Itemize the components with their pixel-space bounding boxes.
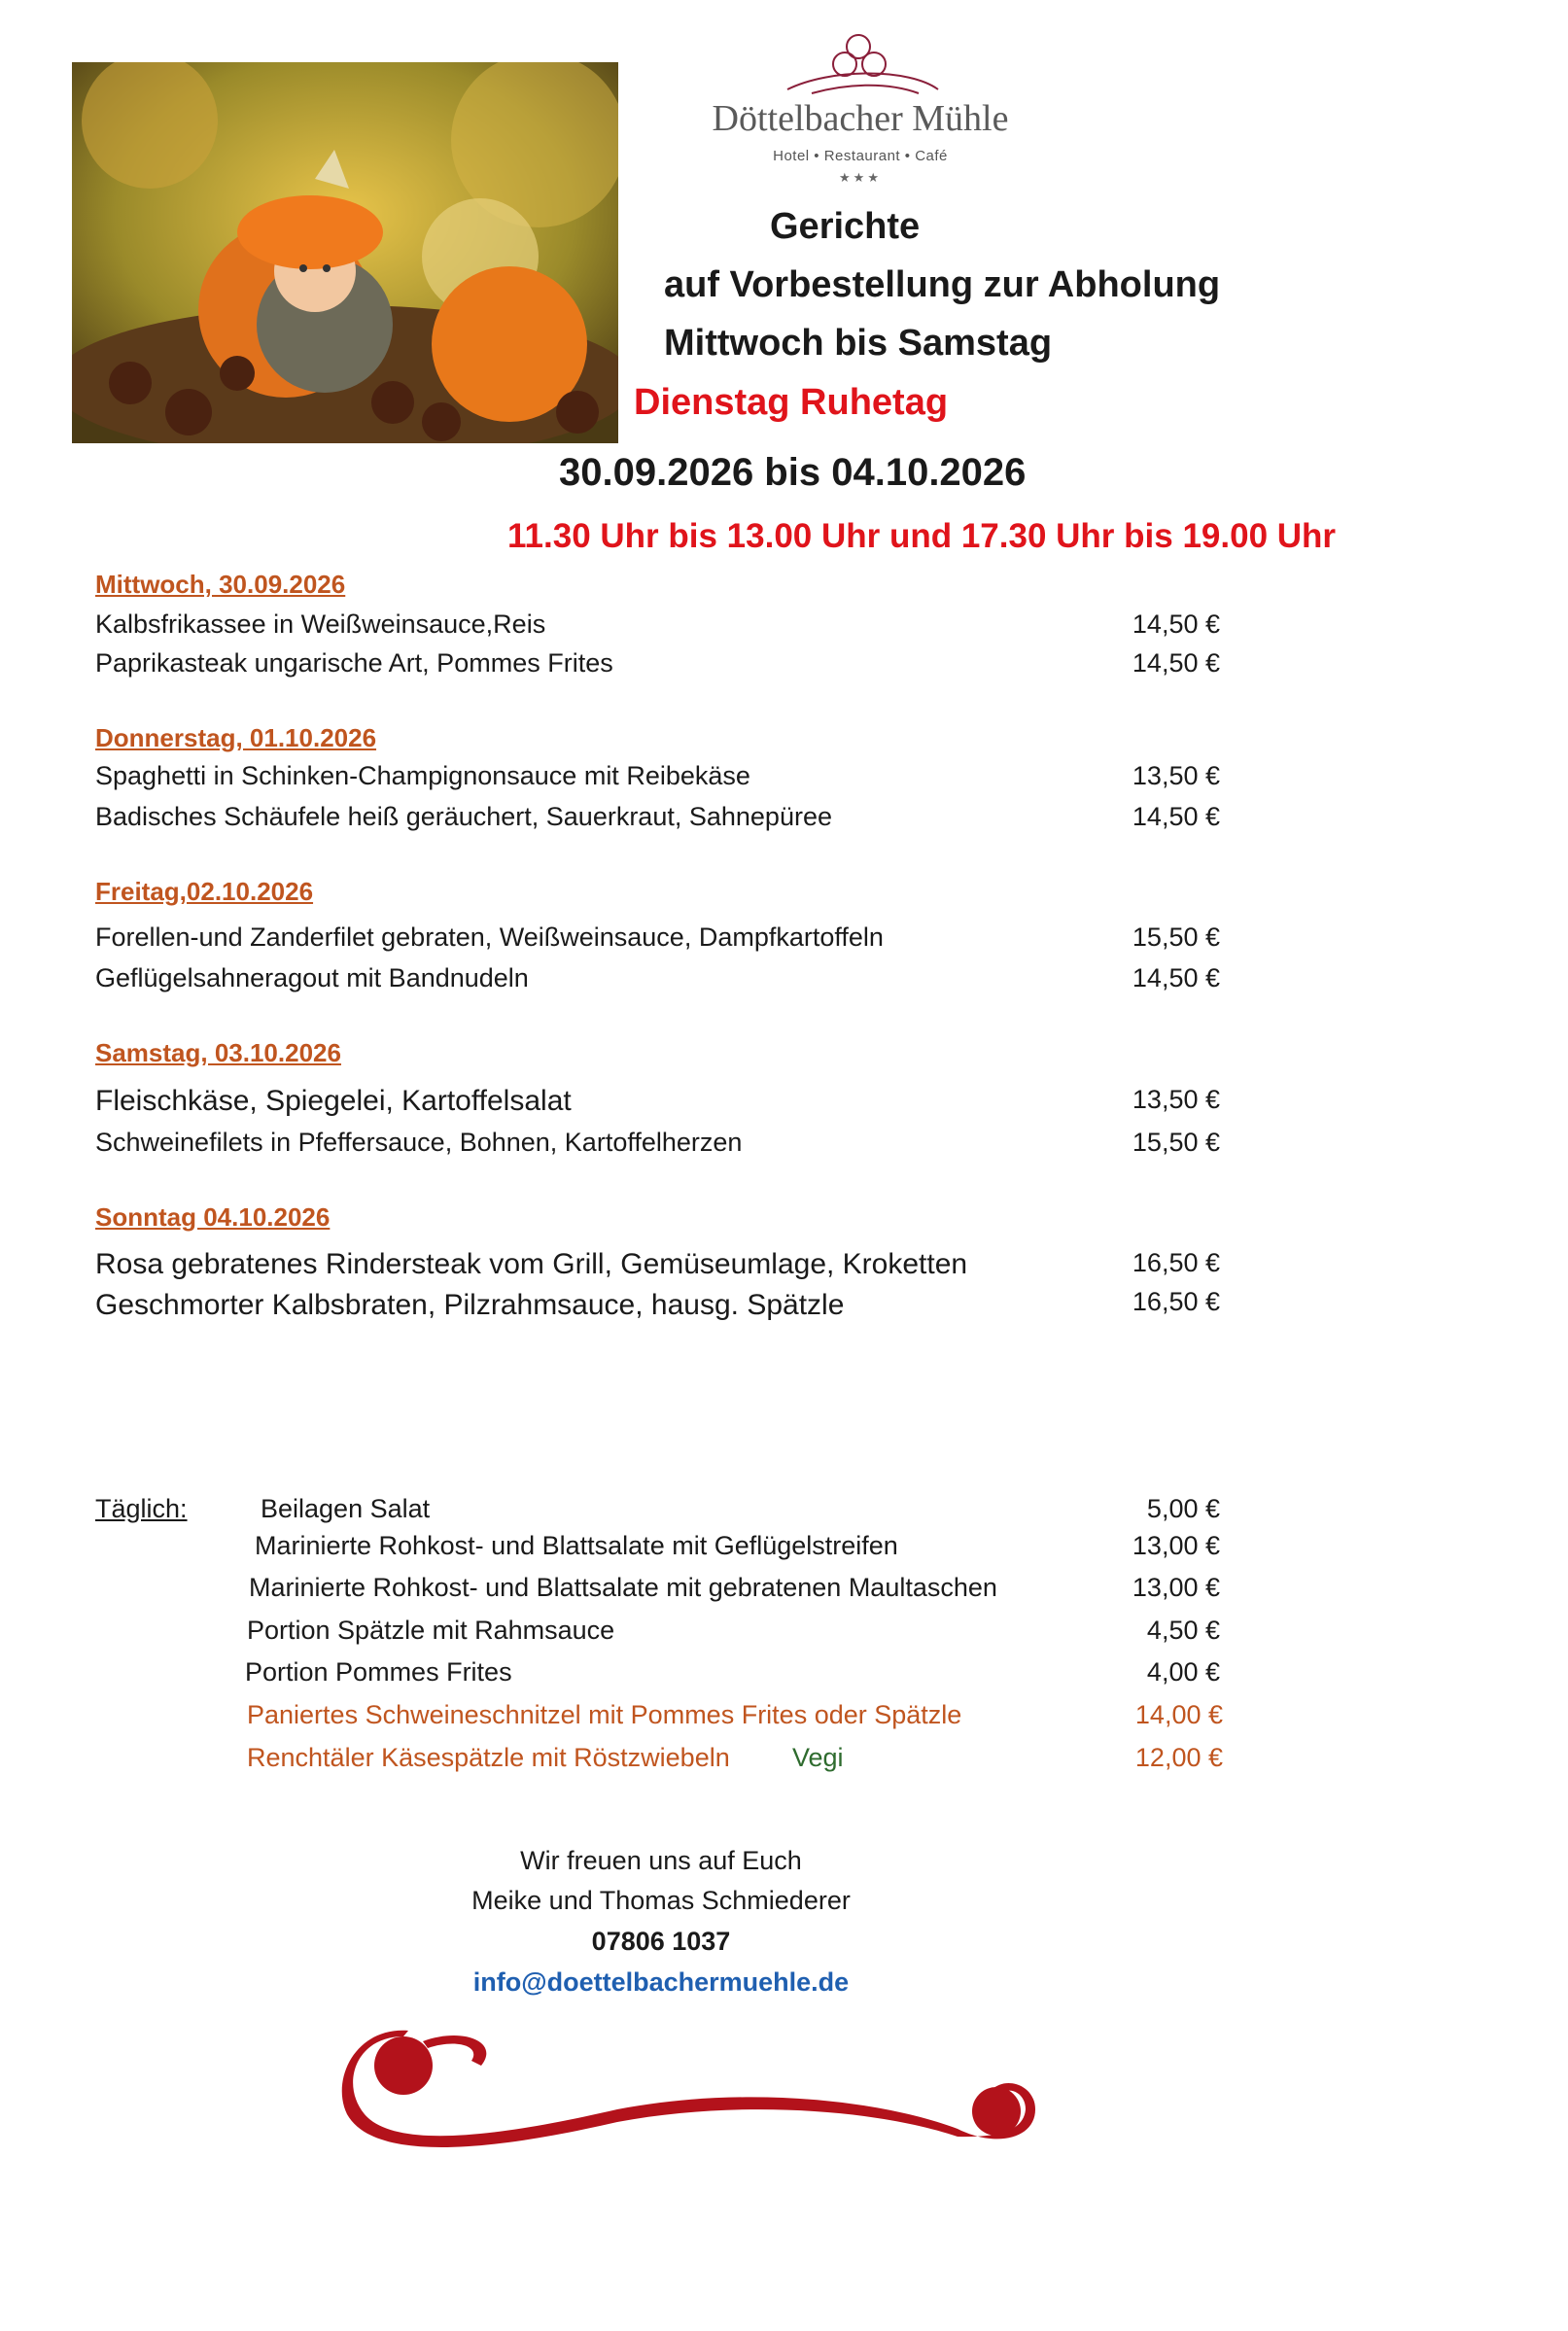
closing-greeting: Wir freuen uns auf Euch [520, 1846, 802, 1875]
phone-number: 07806 1037 [591, 1927, 731, 1956]
daily-item: Beilagen Salat [261, 1494, 431, 1523]
header-title: Gerichte [770, 206, 921, 247]
menu-item: Spaghetti in Schinken-Champignonsauce mit Reibekäse [95, 761, 750, 790]
menu-price: 14,50 € [1132, 963, 1220, 992]
logo-emblem-icon [695, 29, 1026, 107]
daily-item-highlight: Paniertes Schweineschnitzel mit Pommes Frites oder Spätzle [247, 1700, 962, 1729]
daily-price: 5,00 € [1146, 1494, 1220, 1523]
menu-item: Fleischkäse, Spiegelei, Kartoffelsalat [95, 1085, 572, 1117]
menu-item: Kalbsfrikassee in Weißweinsauce,Reis [95, 609, 546, 639]
day-heading: Freitag,02.10.2026 [95, 877, 314, 906]
menu-price: 15,50 € [1132, 922, 1220, 952]
menu-price: 14,50 € [1132, 648, 1220, 678]
menu-price: 16,50 € [1132, 1287, 1220, 1316]
menu-item: Badisches Schäufele heiß geräuchert, Sauerkraut, Sahnepüree [95, 802, 832, 831]
daily-price-highlight: 12,00 € [1134, 1743, 1223, 1772]
day-heading: Mittwoch, 30.09.2026 [95, 570, 346, 599]
daily-price-highlight: 14,00 € [1134, 1700, 1223, 1729]
daily-item-highlight: Renchtäler Käsespätzle mit Röstzwiebeln [247, 1743, 730, 1772]
logo-name: Döttelbacher Mühle [712, 98, 1009, 139]
menu-price: 15,50 € [1132, 1128, 1220, 1157]
day-heading: Samstag, 03.10.2026 [95, 1038, 341, 1067]
menu-price: 14,50 € [1132, 609, 1220, 639]
logo-subtitle: Hotel • Restaurant • Café [773, 148, 948, 164]
daily-price: 4,50 € [1146, 1616, 1220, 1645]
daily-item: Marinierte Rohkost- und Blattsalate mit Geflügelstreifen [255, 1531, 898, 1560]
daily-item: Portion Pommes Frites [245, 1657, 512, 1687]
vegi-tag: Vegi [792, 1743, 844, 1772]
logo-stars: ★★★ [839, 170, 882, 185]
day-heading: Donnerstag, 01.10.2026 [95, 723, 377, 752]
autumn-photo [72, 62, 618, 443]
header-days: Mittwoch bis Samstag [664, 323, 1053, 364]
menu-item: Geschmorter Kalbsbraten, Pilzrahmsauce, hausg. Spätzle [95, 1289, 845, 1321]
header-subtitle: auf Vorbestellung zur Abholung [664, 264, 1221, 305]
menu-price: 14,50 € [1132, 802, 1220, 831]
email-link[interactable]: info@doettelbachermuehle.de [472, 1967, 850, 1997]
daily-item: Marinierte Rohkost- und Blattsalate mit gebratenen Maultaschen [249, 1573, 997, 1602]
restaurant-logo [695, 29, 1026, 194]
daily-price: 4,00 € [1146, 1657, 1220, 1687]
closed-day-notice: Dienstag Ruhetag [634, 382, 949, 423]
menu-item: Forellen-und Zanderfilet gebraten, Weißweinsauce, Dampfkartoffeln [95, 922, 884, 952]
menu-item: Schweinefilets in Pfeffersauce, Bohnen, Kartoffelherzen [95, 1128, 743, 1157]
menu-item: Rosa gebratenes Rindersteak vom Grill, Gemüseumlage, Kroketten [95, 1248, 968, 1280]
date-range: 30.09.2026 bis 04.10.2026 [559, 451, 1027, 494]
menu-price: 13,50 € [1132, 761, 1220, 790]
daily-item: Portion Spätzle mit Rahmsauce [247, 1616, 615, 1645]
day-heading: Sonntag 04.10.2026 [95, 1202, 331, 1232]
menu-price: 16,50 € [1132, 1248, 1220, 1277]
menu-item: Paprikasteak ungarische Art, Pommes Frites [95, 648, 613, 678]
red-swirl-ornament-icon [335, 2017, 1064, 2163]
menu-item: Geflügelsahneragout mit Bandnudeln [95, 963, 529, 992]
menu-price: 13,50 € [1132, 1085, 1220, 1114]
daily-label: Täglich: [95, 1494, 188, 1523]
daily-price: 13,00 € [1132, 1573, 1220, 1602]
pickup-hours: 11.30 Uhr bis 13.00 Uhr und 17.30 Uhr bis 19.00 Uhr [507, 517, 1337, 555]
closing-names: Meike und Thomas Schmiederer [471, 1886, 851, 1915]
daily-price: 13,00 € [1132, 1531, 1220, 1560]
